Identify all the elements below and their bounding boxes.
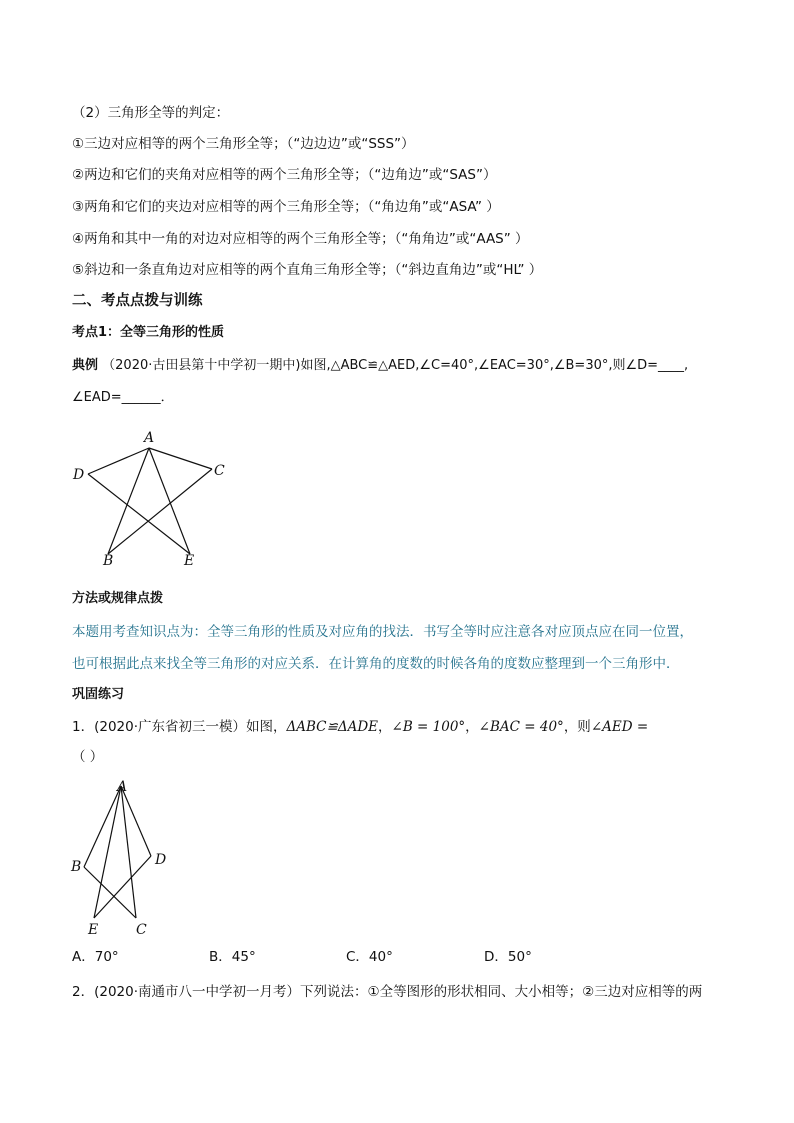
q1-sep-3: ，则: [563, 719, 591, 735]
practice-title: 巩固练习: [72, 687, 125, 702]
option-c[interactable]: C．40°: [346, 949, 393, 965]
star-label-d: D: [73, 467, 85, 483]
segment-ac: [149, 448, 212, 469]
q1-angle-aed: ∠AED =: [590, 719, 649, 735]
question-2: 2．(2020·南通市八一中学初一月考）下列说法：①全等图形的形状相同、大小相等；②三边对应相等的两: [72, 984, 703, 1000]
segment-ae: [94, 786, 121, 918]
rule-asa: ③两角和它们的夹边对应相等的两个三角形全等；（“角边角”或“ASA” ）: [72, 199, 500, 215]
star-label-c: C: [214, 463, 225, 479]
rule-aas: ④两角和其中一角的对边对应相等的两个三角形全等；（“角角边”或“AAS” ）: [72, 231, 529, 247]
segment-bc: [108, 469, 212, 554]
segment-ab: [108, 448, 149, 554]
q1-sep-2: ，: [465, 719, 479, 735]
q1-prefix: 1．(2020·广东省初三一模）如图，: [72, 719, 287, 735]
q1-sep-1: ，: [378, 719, 392, 735]
example-label: 典例: [72, 358, 99, 373]
star-label-a: A: [144, 430, 155, 446]
option-a[interactable]: A．70°: [72, 949, 119, 965]
point-title: 考点1：全等三角形的性质: [72, 325, 225, 340]
rule-sss: ①三边对应相等的两个三角形全等；（“边边边”或“SSS”）: [72, 136, 415, 152]
question-1: [72, 718, 648, 736]
segment-ac: [121, 786, 136, 918]
q1-congruence: ΔABC≌ΔADE: [286, 719, 379, 735]
q1-angle-bac: ∠BAC = 40°: [478, 719, 564, 735]
star-label-e: E: [184, 553, 195, 569]
example-line-1: [72, 357, 688, 375]
q1-label-e: E: [88, 922, 99, 938]
example-line-2: ∠EAD=______．: [72, 390, 174, 405]
segment-ab: [84, 786, 121, 867]
example-text: （2020·古田县第十中学初一期中)如图,△ABC≌△AED,∠C=40°,∠EAC=30°,∠B=30°,则∠D=____,: [102, 358, 689, 373]
section-title: 二、考点点拨与训练: [72, 293, 203, 309]
q1-angle-b: ∠B = 100°: [391, 719, 466, 735]
star-figure: [60, 425, 260, 575]
segment-de: [94, 856, 151, 918]
q1-label-a: A: [117, 779, 128, 795]
rule-hl: ⑤斜边和一条直角边对应相等的两个直角三角形全等；（“斜边直角边”或“HL” ）: [72, 262, 543, 278]
method-title: 方法或规律点拨: [72, 591, 164, 606]
segment-bc: [84, 867, 136, 918]
q1-figure: [64, 776, 184, 941]
method-line-2: 也可根据此点来找全等三角形的对应关系．在计算角的度数的时候各角的度数应整理到一个三角形中．: [72, 656, 680, 672]
determination-heading: （2）三角形全等的判定：: [72, 105, 230, 121]
rule-sas: ②两边和它们的夹角对应相等的两个三角形全等；（“边角边”或“SAS”）: [72, 167, 497, 183]
q1-label-b: B: [71, 859, 82, 875]
q1-answer-paren: （ ）: [72, 749, 104, 765]
option-b[interactable]: B．45°: [209, 949, 256, 965]
q1-label-c: C: [136, 922, 147, 938]
q1-label-d: D: [155, 852, 167, 868]
option-d[interactable]: D．50°: [484, 949, 532, 965]
star-label-b: B: [103, 553, 114, 569]
method-line-1: 本题用考查知识点为：全等三角形的性质及对应角的找法．书写全等时应注意各对应顶点应在同一位置，: [72, 624, 693, 640]
